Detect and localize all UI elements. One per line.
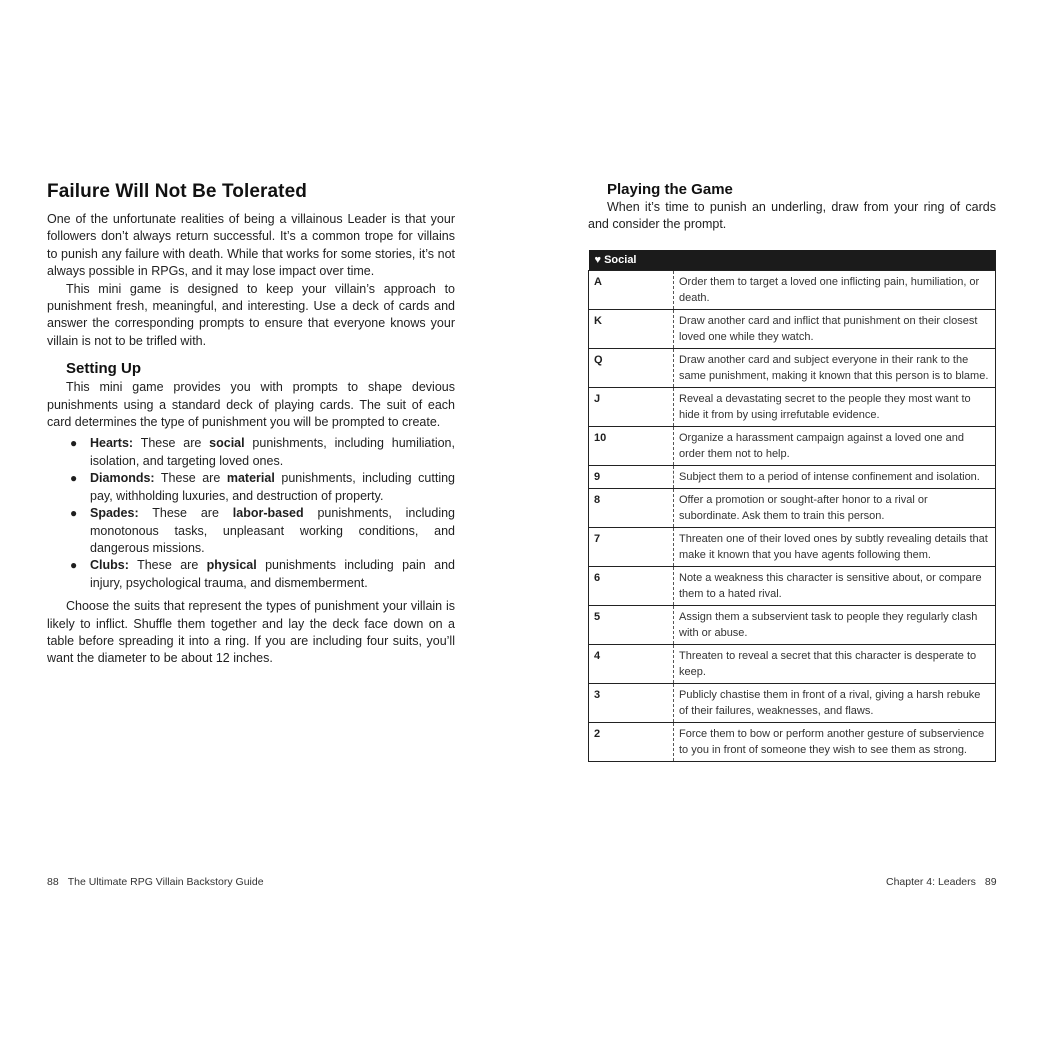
section-title: Failure Will Not Be Tolerated — [47, 181, 307, 202]
table-row — [589, 488, 996, 527]
social-prompt-table — [588, 250, 996, 762]
chapter-title: Chapter 4: Leaders — [886, 876, 976, 888]
punishment-kind: material — [226, 471, 275, 486]
setting-up-paragraph: This mini game provides you with prompts to shape devious punishments using a standard deck of playing cards. The suit of each card determines the type of punishment you will be prompted to create. — [47, 380, 455, 430]
suit-text: punishments, including monotonous tasks, unpleasant working conditions, and dangerous missions. — [90, 506, 455, 555]
prompt-text: Assign them a subservient task to people they regularly clash with or abuse. — [674, 605, 996, 644]
card-rank: 5 — [589, 605, 674, 644]
footer-left — [47, 876, 264, 888]
prompt-text: Order them to target a loved one inflicting pain, humiliation, or death. — [674, 270, 996, 309]
prompt-text: Reveal a devastating secret to the people they most want to hide it from by using irrefutable evidence. — [674, 387, 996, 426]
prompt-text: Subject them to a period of intense confinement and isolation. — [674, 465, 996, 488]
card-rank: 9 — [589, 465, 674, 488]
prompt-text: Threaten to reveal a secret that this character is desperate to keep. — [674, 644, 996, 683]
prompt-text: Offer a promotion or sought-after honor to a rival or subordinate. Ask them to train this person. — [674, 488, 996, 527]
bullet-icon: ● — [70, 558, 78, 573]
punishment-kind: social — [209, 436, 245, 451]
table-row — [589, 644, 996, 683]
suit-text: These are — [137, 558, 199, 573]
suit-list — [47, 435, 455, 592]
table-row — [589, 566, 996, 605]
table-row — [589, 309, 996, 348]
intro-paragraph-2: This mini game is designed to keep your villain’s approach to punishment fresh, meaningful, and interesting. Use a deck of cards and answer the corresponding prompts to ensure that everyone knows your villain is not to be trifled with. — [47, 281, 455, 348]
table-row — [589, 605, 996, 644]
punishment-kind: physical — [206, 558, 257, 573]
suit-text: These are — [152, 506, 219, 521]
right-page — [588, 181, 996, 762]
suit-name: Spades: — [90, 506, 139, 521]
suit-item-hearts — [70, 435, 455, 470]
table-row — [589, 426, 996, 465]
table-row — [589, 683, 996, 722]
card-rank: K — [589, 309, 674, 348]
prompt-text: Force them to bow or perform another gesture of subservience to you in front of someone they wish to see them as strong. — [674, 722, 996, 761]
table-row — [589, 722, 996, 761]
suit-text: These are — [140, 436, 202, 451]
intro-paragraph-1: One of the unfortunate realities of being a villainous Leader is that your followers don’t always return successful. It’s a common trope for villains to punish any failure with death. While that works for some stories, it’s not always possible in RPGs, and it may lose impact over time. — [47, 212, 455, 279]
suit-text: punishments, including cutting pay, withholding luxuries, and destruction of property. — [90, 471, 455, 503]
table-row — [589, 465, 996, 488]
card-rank: A — [589, 270, 674, 309]
suit-item-spades — [70, 505, 455, 557]
suit-name: Hearts: — [90, 436, 134, 451]
prompt-text: Draw another card and subject everyone in their rank to the same punishment, making it known that this person is to blame. — [674, 348, 996, 387]
book-title: The Ultimate RPG Villain Backstory Guide — [67, 876, 264, 888]
card-rank: 8 — [589, 488, 674, 527]
table-row — [589, 387, 996, 426]
footer-right — [886, 876, 997, 888]
prompt-text: Threaten one of their loved ones by subtly revealing details that make it known that you have agents following them. — [674, 527, 996, 566]
bullet-icon: ● — [70, 471, 78, 486]
suit-name: Diamonds: — [90, 471, 155, 486]
card-rank: Q — [589, 348, 674, 387]
table-row — [589, 348, 996, 387]
table-header-social: ♥ Social — [589, 250, 996, 271]
suit-name: Clubs: — [90, 558, 129, 573]
suit-item-diamonds — [70, 470, 455, 505]
playing-paragraph: When it’s time to punish an underling, draw from your ring of cards and consider the prompt. — [588, 200, 996, 232]
prompt-text: Organize a harassment campaign against a loved one and order them not to help. — [674, 426, 996, 465]
page-number-right: 89 — [984, 876, 997, 888]
card-rank: 6 — [589, 566, 674, 605]
card-rank: 3 — [589, 683, 674, 722]
page-number-left: 88 — [47, 876, 59, 888]
card-rank: 4 — [589, 644, 674, 683]
prompt-rows — [589, 270, 996, 761]
table-row — [589, 270, 996, 309]
suit-text: punishments, including humiliation, isolation, and targeting loved ones. — [90, 436, 455, 468]
setting-up-heading: Setting Up — [66, 360, 141, 378]
punishment-kind: labor-based — [232, 506, 304, 521]
playing-heading: Playing the Game — [607, 181, 733, 198]
suit-text: These are — [160, 471, 221, 486]
left-page — [47, 181, 455, 668]
card-rank: J — [589, 387, 674, 426]
card-rank: 10 — [589, 426, 674, 465]
closing-paragraph: Choose the suits that represent the types of punishment your villain is likely to inflict. Shuffle them together and lay the deck face down on a table before spreading it into a ring. If you are including four suits, you’ll want the diameter to be about 12 inches. — [47, 599, 455, 666]
card-rank: 2 — [589, 722, 674, 761]
table-row — [589, 527, 996, 566]
suit-item-clubs — [70, 557, 455, 592]
prompt-text: Publicly chastise them in front of a rival, giving a harsh rebuke of their failures, weaknesses, and flaws. — [674, 683, 996, 722]
prompt-text: Note a weakness this character is sensitive about, or compare them to a hated rival. — [674, 566, 996, 605]
card-rank: 7 — [589, 527, 674, 566]
suit-text: punishments including pain and injury, psychological trauma, and dismemberment. — [90, 558, 455, 590]
bullet-icon: ● — [70, 506, 78, 521]
prompt-text: Draw another card and inflict that punishment on their closest loved one while they watch. — [674, 309, 996, 348]
bullet-icon: ● — [70, 436, 78, 451]
